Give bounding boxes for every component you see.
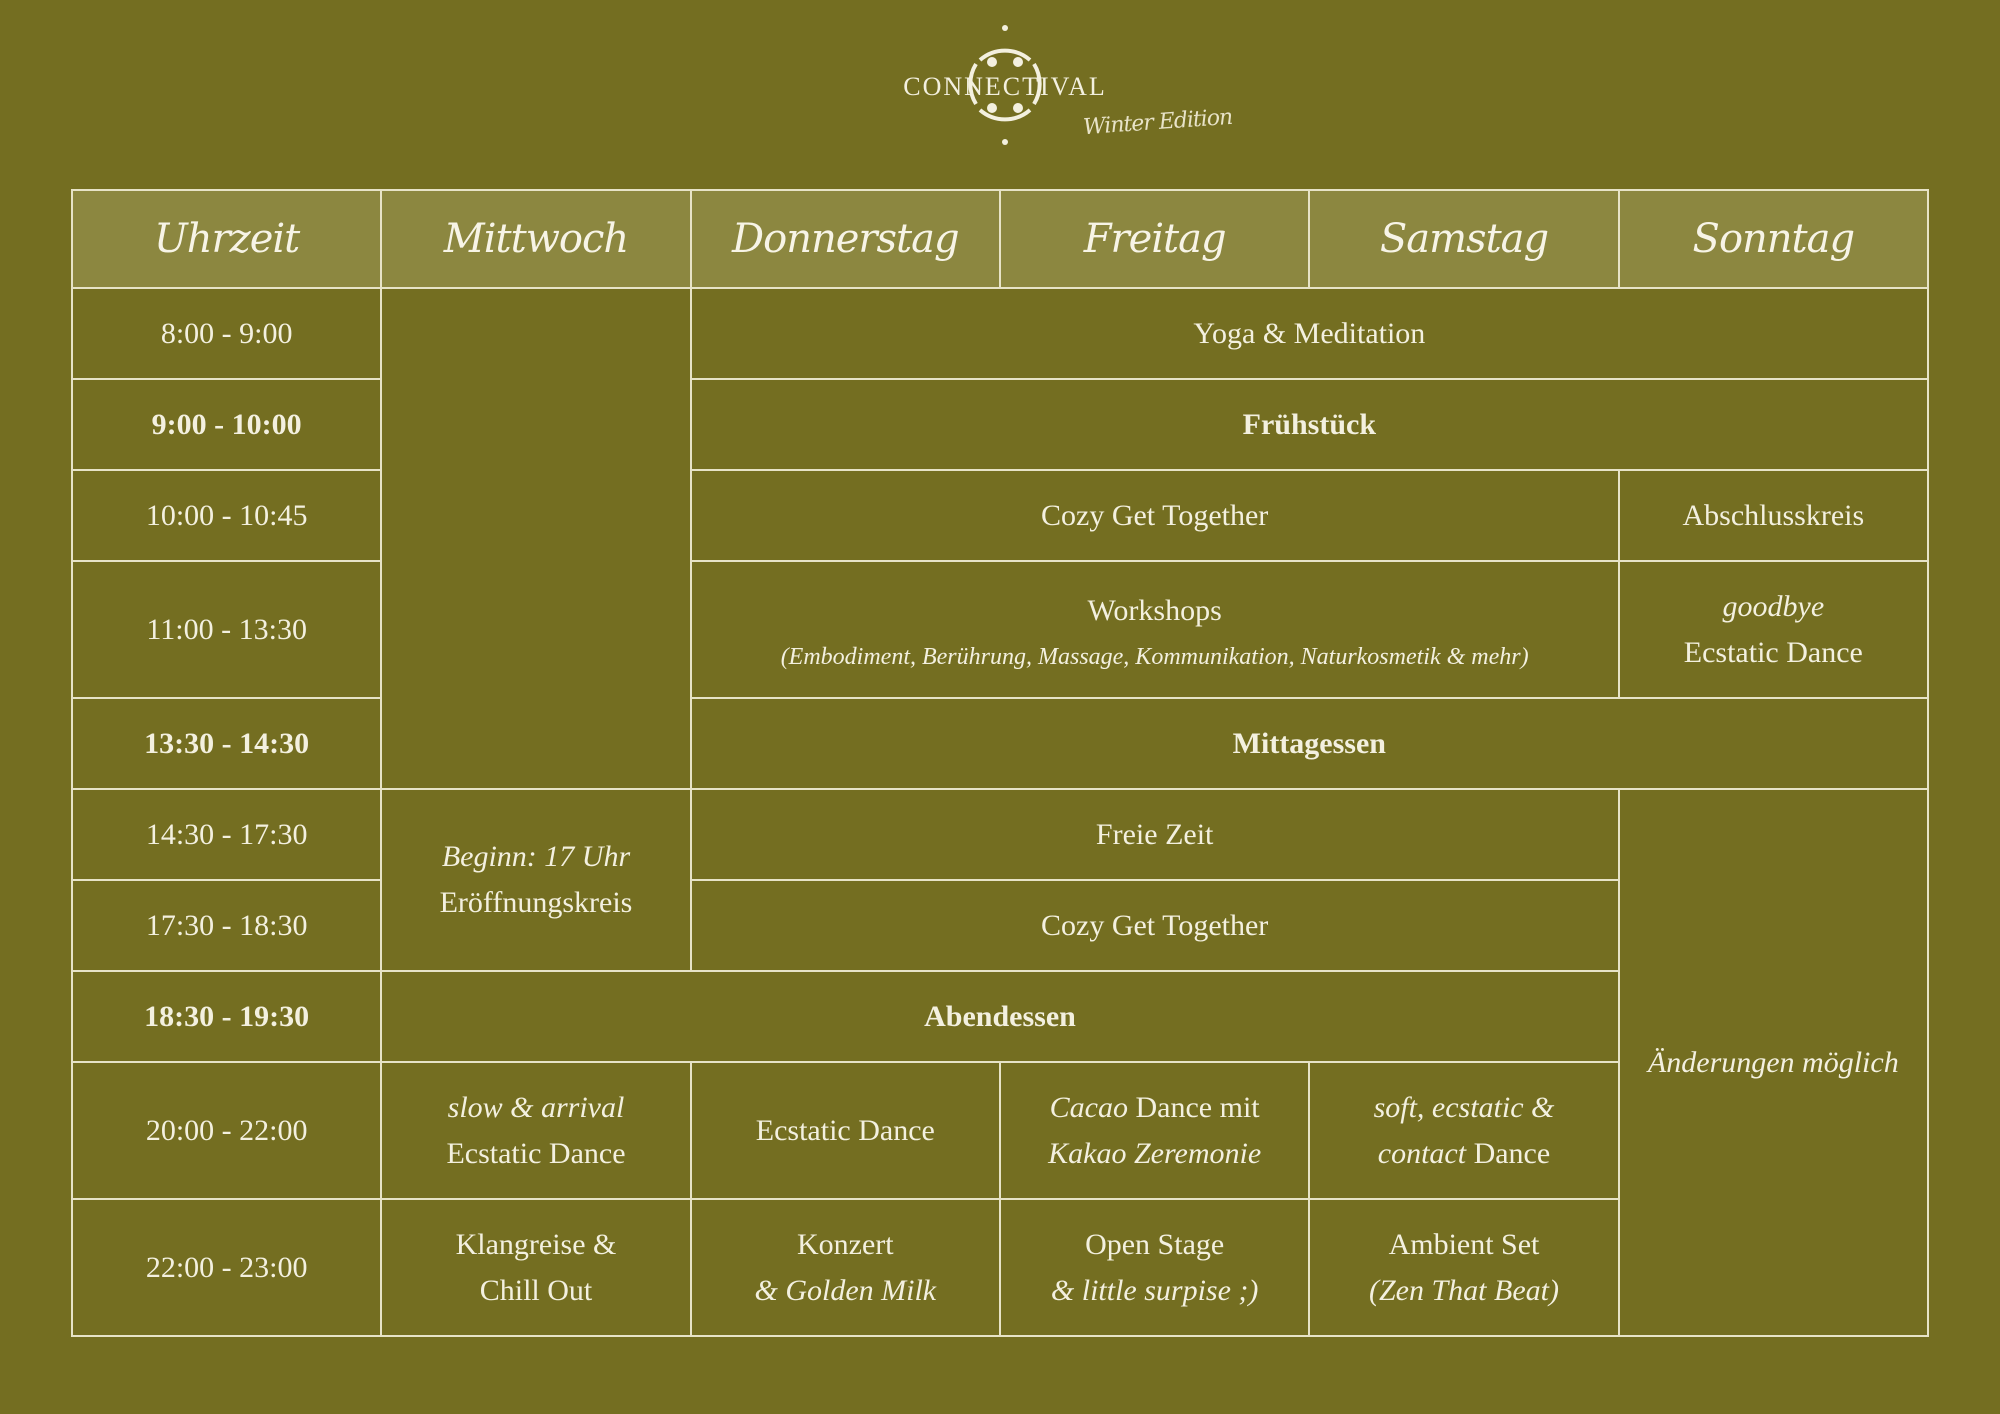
header-saturday: Samstag [1309,190,1618,288]
event-wed-dance [381,1062,690,1199]
event-dinner: Abendessen [381,971,1618,1062]
time-slot: 13:30 - 14:30 [72,698,381,789]
cacao-label: Cacao [1049,1090,1128,1124]
sat-late-line-1: Ambient Set [1388,1227,1540,1261]
fri-late-line-2: & little surpise ;) [1050,1273,1259,1307]
opening-circle-label: Eröffnungskreis [439,886,633,919]
wed-late-line-2: Chill Out [479,1273,593,1307]
event-goodbye-dance [1619,561,1928,698]
event-cozy-evening: Cozy Get Together [691,880,1619,971]
wed-dance-line-2: Ecstatic Dance [446,1136,626,1170]
changes-note: Änderungen möglich [1619,789,1928,1336]
sat-late-line-2: (Zen That Beat) [1368,1273,1559,1307]
workshops-topics: (Embodiment, Berührung, Massage, Kommunikation, Naturkosmetik & mehr) [780,644,1529,670]
fri-late-line-1: Open Stage [1085,1227,1225,1261]
time-slot: 8:00 - 9:00 [72,288,381,379]
wed-late-line-1: Klangreise & [455,1227,617,1261]
day-header-row [72,190,1928,288]
event-sat-dance [1309,1062,1618,1199]
event-fri-late [1000,1199,1309,1336]
event-yoga: Yoga & Meditation [691,288,1928,379]
time-slot: 20:00 - 22:00 [72,1062,381,1199]
header-sunday: Sonntag [1619,190,1928,288]
fri-dance-line-1 [1007,1085,1302,1131]
header-time: Uhrzeit [72,190,381,288]
event-lunch: Mittagessen [691,698,1928,789]
header-thursday: Donnerstag [691,190,1000,288]
time-slot: 17:30 - 18:30 [72,880,381,971]
wednesday-empty-block [381,288,690,789]
thu-late-line-1: Konzert [797,1227,894,1261]
event-cozy-morning: Cozy Get Together [691,470,1619,561]
edition-label: Winter Edition [1082,104,1233,141]
time-slot: 14:30 - 17:30 [72,789,381,880]
brand-name: CONNECTIVAL [903,72,1107,101]
table-row [72,561,1928,698]
table-row [72,789,1928,880]
table-row [72,698,1928,789]
event-sat-late [1309,1199,1618,1336]
logo [895,22,1235,152]
table-row [72,470,1928,561]
event-wed-late [381,1199,690,1336]
dance-with-label: Dance mit [1128,1090,1260,1124]
sat-dance-line-1: soft, ecstatic & [1373,1090,1555,1124]
table-row [72,288,1928,379]
fri-dance-line-2: Kakao Zeremonie [1048,1136,1262,1170]
workshops-title: Workshops [1087,594,1222,627]
time-slot: 18:30 - 19:30 [72,971,381,1062]
start-label: Beginn: 17 Uhr [441,840,631,873]
event-workshops [691,561,1619,698]
wed-dance-line-1: slow & arrival [447,1090,625,1124]
thu-late-line-2: & Golden Milk [754,1273,937,1307]
goodbye-label: goodbye [1722,589,1825,623]
schedule-table [71,189,1929,1337]
contact-label: contact [1377,1136,1467,1170]
sat-dance-line-2 [1316,1131,1611,1177]
header-friday: Freitag [1000,190,1309,288]
time-slot: 11:00 - 13:30 [72,561,381,698]
event-closing-circle: Abschlusskreis [1619,470,1928,561]
goodbye-dance-label: Ecstatic Dance [1683,635,1863,669]
time-slot: 9:00 - 10:00 [72,379,381,470]
event-fri-dance [1000,1062,1309,1199]
table-row [72,379,1928,470]
event-thu-late [691,1199,1000,1336]
event-breakfast: Frühstück [691,379,1928,470]
dance-label: Dance [1466,1136,1551,1170]
event-thu-dance: Ecstatic Dance [691,1062,1000,1199]
event-opening [381,789,690,971]
time-slot: 22:00 - 23:00 [72,1199,381,1336]
event-free-time: Freie Zeit [691,789,1619,880]
time-slot: 10:00 - 10:45 [72,470,381,561]
header-wednesday: Mittwoch [381,190,690,288]
